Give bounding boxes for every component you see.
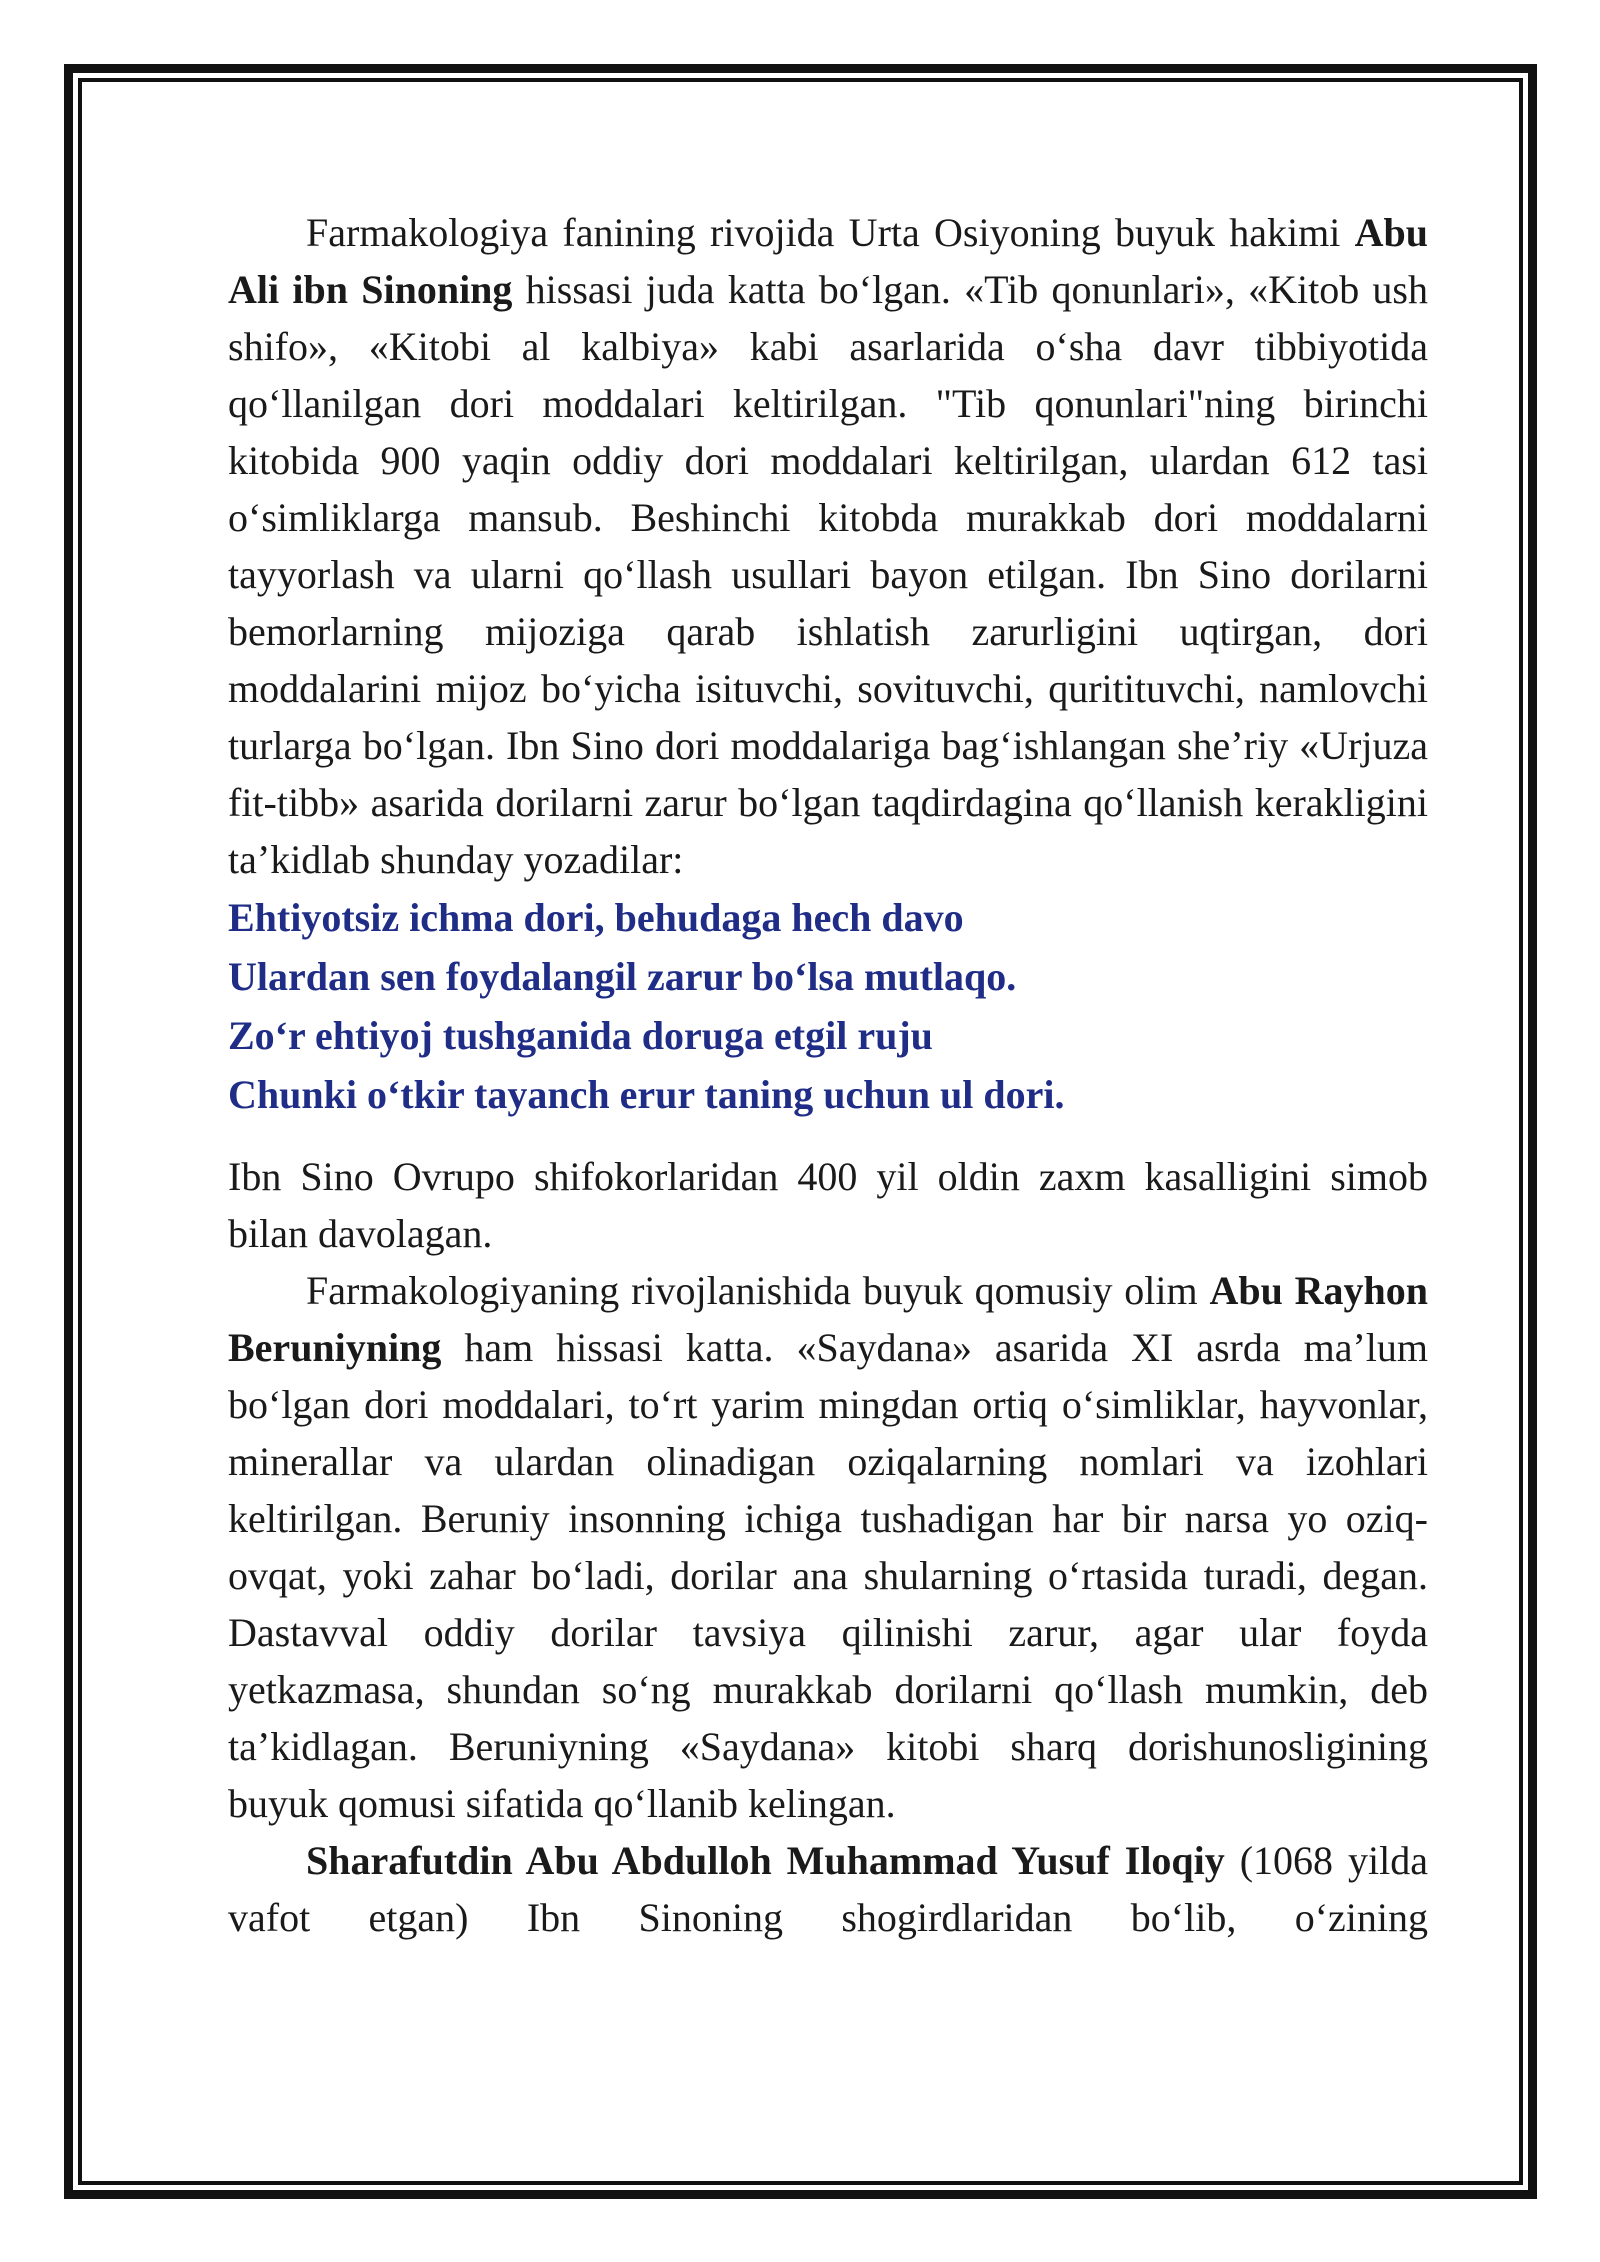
- name-iloqiy: Sharafutdin Abu Abdulloh Muhammad Yusuf Iloqiy: [306, 1838, 1225, 1883]
- paragraph-beruni-intro: Farmakologiyaning rivojlanishida buyuk qomusiy olim: [306, 1268, 1210, 1313]
- poem-line: Zoʻr ehtiyoj tushganida doruga etgil ruju: [228, 1013, 933, 1058]
- paragraph-syphilis-treatment: Ibn Sino Ovrupo shifokorlaridan 400 yil oldin zaxm kasalligini simob bilan davolagan.: [228, 1154, 1428, 1256]
- poem-line: Chunki oʻtkir tayanch erur taning uchun ul dori.: [228, 1072, 1065, 1117]
- document-body: [228, 204, 1428, 1946]
- name-abu-rayhon-beruni: Abu Rayhon Beruniyning: [228, 1268, 1429, 1370]
- paragraph-ibn-sino-intro: Farmakologiya fanining rivojida Urta Osiyoning buyuk hakimi: [306, 210, 1355, 255]
- paragraph-ibn-sino: [228, 204, 1428, 888]
- name-abu-ali-ibn-sino: Abu Ali ibn Sinoning: [228, 210, 1428, 312]
- poem-line: Ulardan sen foydalangil zarur boʻlsa mutlaqo.: [228, 954, 1017, 999]
- poem-urjuza: [228, 888, 1428, 1124]
- paragraph-beruni-text: ham hissasi katta. «Saydana» asarida XI asrda maʼlum boʻlgan dori moddalari, toʻrt yarim mingdan ortiq oʻsimliklar, hayvonlar, minerallar va ulardan olinadigan oziqalarning nomlari va izohlari keltirilgan. Beruniy insonning ichiga tushadigan har bir narsa yo oziq-ovqat, yoki zahar boʻladi, dorilar ana shularning oʻrtasida turadi, degan. Dastavval oddiy dorilar tavsiya qilinishi zarur, agar ular foyda yetkazmasa, shundan soʻng murakkab dorilarni qoʻllash mumkin, deb taʼkidlagan. Beruniyning «Saydana» kitobi sharq dorishunosligining buyuk qomusi sifatida qoʻllanib kelingan.: [228, 1325, 1428, 1826]
- paragraph-ibn-sino-text: hissasi juda katta boʻlgan. «Tib qonunlari», «Kitob ush shifo», «Kitobi al kalbiya» kabi asarlarida oʻsha davr tibbiyotida qoʻllanilgan dori moddalari keltirilgan. "Tib qonunlari"ning birinchi kitobida 900 yaqin oddiy dori moddalari keltirilgan, ulardan 612 tasi oʻsimliklarga mansub. Beshinchi kitobda murakkab dori moddalarni tayyorlash va ularni qoʻllash usullari bayon etilgan. Ibn Sino dorilarni bemorlarning mijoziga qarab ishlatish zarurligini uqtirgan, dori moddalarini mijoz boʻyicha isituvchi, sovituvchi, quritituvchi, namlovchi turlarga boʻlgan. Ibn Sino dori moddalariga bagʻishlangan sheʼriy «Urjuza fit-tibb» asarida dorilarni zarur boʻlgan taqdirdagina qoʻllanish kerakligini taʼkidlab shunday yozadilar:: [228, 267, 1429, 882]
- paragraph-beruni: [228, 1262, 1428, 1832]
- paragraph-iloqiy-text: (1068 yilda vafot etgan) Ibn Sinoning shogirdlaridan boʻlib, oʻzining: [228, 1838, 1428, 1940]
- poem-line: Ehtiyotsiz ichma dori, behudaga hech davo: [228, 895, 964, 940]
- paragraph-iloqiy: [228, 1832, 1428, 1946]
